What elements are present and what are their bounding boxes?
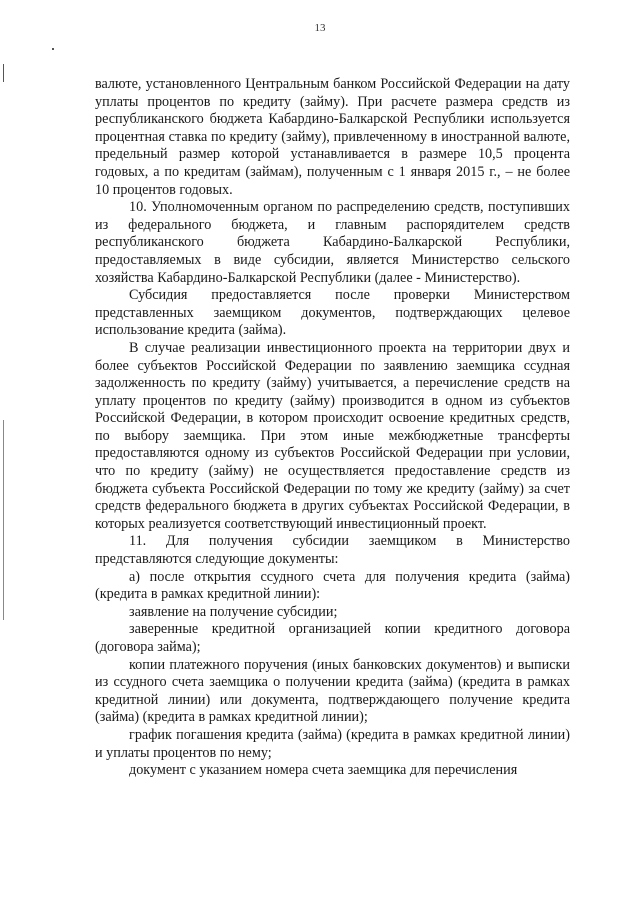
paragraph: 11. Для получения субсидии заемщиком в Министерство представляются следующие документы: xyxy=(95,533,570,568)
paragraph: график погашения кредита (займа) (кредита в рамках кредитной линии) и уплаты процентов по нему; xyxy=(95,726,570,761)
scan-artifact xyxy=(3,64,4,82)
paragraph: документ с указанием номера счета заемщика для перечисления xyxy=(129,762,518,779)
paragraph: заверенные кредитной организацией копии кредитного договора (договора займа); xyxy=(95,621,570,655)
paragraph: заявление на получение субсидии; xyxy=(129,603,338,620)
paragraph: копии платежного поручения (иных банковских документов) и выписки из ссудного счета заемщика о получении кредита (займа) (кредита в рамках кредитной линии) или документа, подтверждающего получение кредита (займа) (кредита в рамках кредитной линии); xyxy=(95,656,570,726)
paragraph: валюте, установленного Центральным банком Российской Федерации на дату уплаты процентов по кредиту (займу). При расчете размера средств из республиканского бюджета Кабардино-Балкарской Республики используется процентная ставка по кредиту (займу), привлеченному в иностранной валюте, предельный размер которой устанавливается в размере 10,5 процента годовых, а по кредитам (займам), полученным с 1 января 2015 г., – не более 10 процентов годовых. xyxy=(95,76,570,198)
paragraph: а) после открытия ссудного счета для получения кредита (займа) (кредита в рамках кредитной линии): xyxy=(95,568,570,603)
scan-artifact xyxy=(52,48,54,50)
document-body xyxy=(95,76,570,780)
page-number: 13 xyxy=(314,22,326,34)
paragraph: В случае реализации инвестиционного проекта на территории двух и более субъектов Российской Федерации по заявлению заемщика ссудная задолженность по кредиту (займу) учитывается, а перечисление средств на уплату процентов по кредиту (займу) производится в одном из субъектов Российской Федерации, в котором происходит освоение кредитных средств, по выбору заемщика. При этом иные межбюджетные трансферты предоставляются одному из субъектов Российской Федерации при условии, что по кредиту (займу) не осуществляется предоставление средств из бюджета субъекта Российской Федерации по тому же кредиту (займу) за счет средств федерального бюджета в других субъектах Российской Федерации, в которых реализуется соответствующий инвестиционный проект. xyxy=(95,339,570,532)
paragraph: Субсидия предоставляется после проверки Министерством представленных заемщиком документов, подтверждающих целевое использование кредита (займа). xyxy=(95,287,570,339)
scan-artifact xyxy=(3,420,4,620)
paragraph: 10. Уполномоченным органом по распределению средств, поступивших из федерального бюджета, и главным распорядителем средств республиканского бюджета Кабардино-Балкарской Республики, предоставляемых в виде субсидии, является Министерство сельского хозяйства Кабардино-Балкарской Республики (далее - Министерство). xyxy=(95,199,570,286)
